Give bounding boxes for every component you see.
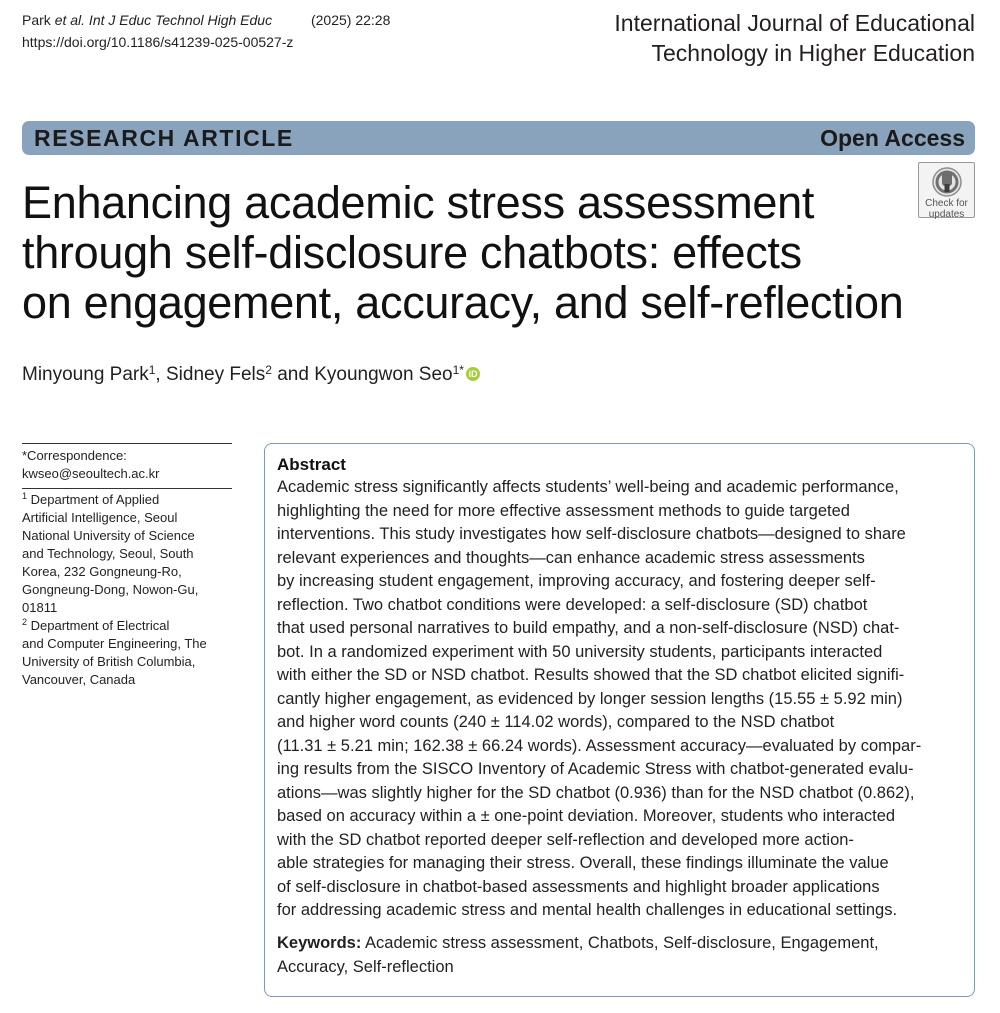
abstract-line: and higher word counts (240 ± 114.02 words), compared to the NSD chatbot xyxy=(277,713,835,731)
citation-line xyxy=(22,9,390,31)
abstract-line: with either the SD or NSD chatbot. Results showed that the SD chatbot elicited signifi- xyxy=(277,666,905,684)
abstract-line: bot. In a randomized experiment with 50 university students, participants interacted xyxy=(277,642,883,661)
affiliation-line: $^2$ Department of Electrical xyxy=(22,617,170,633)
affiliation-sidebar xyxy=(22,443,232,689)
abstract-line: with the SD chatbot reported deeper self-reflection and developed more action- xyxy=(277,830,854,849)
check-for-updates-badge[interactable] xyxy=(918,162,975,218)
abstract-line: interventions. This study investigates how self-disclosure chatbots—designed to share xyxy=(277,525,906,543)
keywords-list: Academic stress assessment, Chatbots, Self-disclosure, Engagement, xyxy=(365,933,879,952)
abstract-line: for addressing academic stress and mental health challenges in educational settings. xyxy=(277,901,898,919)
abstract-line: ing results from the SISCO Inventory of Academic Stress with chatbot-generated evalu- xyxy=(277,760,914,778)
crossmark-icon xyxy=(930,166,964,198)
abstract-line: based on accuracy within a ± one-point deviation. Moreover, students who interacted xyxy=(277,807,896,825)
author-affiliation-mark: 2 xyxy=(265,363,272,377)
keywords-list-cont: Accuracy, Self-reflection xyxy=(277,957,454,976)
check-for-updates-line1: Check for xyxy=(925,198,968,209)
abstract-line: ations—was slightly higher for the SD chatbot (0.936) than for the NSD chatbot (0.862), xyxy=(277,783,915,802)
check-for-updates-line2: updates xyxy=(928,209,965,220)
abstract-line: highlighting the need for more effective assessment methods to guide targeted xyxy=(277,501,850,520)
affiliation-line: National University of Science xyxy=(22,528,195,543)
abstract-line: of self-disclosure in chatbot-based assessments and highlight broader applications xyxy=(277,877,880,896)
title-line2: through self-disclosure chatbots: effects xyxy=(22,227,802,278)
affiliation-line: and Computer Engineering, The xyxy=(22,636,207,651)
affiliation-line: Korea, 232 Gongneung-Ro, xyxy=(22,564,182,579)
keywords-label: Keywords: xyxy=(277,933,362,952)
journal-name-line2: Technology in Higher Education xyxy=(651,40,975,66)
abstract-body xyxy=(277,476,962,923)
correspondence-email[interactable]: kwseo@seoultech.ac.kr xyxy=(22,466,160,481)
abstract-line: (11.31 ± 5.21 min; 162.38 ± 66.24 words). Assessment accuracy—evaluated by compar- xyxy=(277,736,922,755)
abstract-line: Academic stress significantly affects students’ well-being and academic performance, xyxy=(277,478,899,496)
abstract-line: reflection. Two chatbot conditions were developed: a self-disclosure (SD) chatbot xyxy=(277,595,868,614)
open-access-label: Open Access xyxy=(820,124,965,151)
orcid-icon[interactable]: iD xyxy=(466,367,480,381)
article-title xyxy=(22,178,912,328)
citation-year-volume: (2025) 22:28 xyxy=(310,12,391,28)
abstract-box xyxy=(264,443,975,997)
journal-name xyxy=(614,8,975,68)
affiliation-list xyxy=(22,489,232,689)
author-separator: and xyxy=(271,364,315,385)
abstract-line: that used personal narratives to build empathy, and a non-self-disclosure (NSD) chat- xyxy=(277,619,900,637)
title-line1: Enhancing academic stress assessment xyxy=(22,177,815,228)
title-line3: on engagement, accuracy, and self-reflection xyxy=(22,277,904,328)
citation-authors: Park xyxy=(22,12,55,28)
doi-link[interactable]: https://doi.org/10.1186/s41239-025-00527-z xyxy=(22,34,294,50)
abstract-line: by increasing student engagement, improving accuracy, and fostering deeper self- xyxy=(277,572,876,590)
affiliation-line: University of British Columbia, xyxy=(22,654,196,669)
journal-name-line1: International Journal of Educational xyxy=(614,10,975,36)
abstract-heading: Abstract xyxy=(277,455,346,474)
correspondence-label: *Correspondence: xyxy=(22,448,127,463)
keywords xyxy=(277,931,962,979)
article-type-banner xyxy=(22,121,975,155)
author-list xyxy=(22,364,480,386)
affiliation-line: Vancouver, Canada xyxy=(22,672,136,687)
abstract-line: cantly higher engagement, as evidenced by longer session lengths (15.55 ± 5.92 min) xyxy=(277,689,903,708)
affiliation-number: 1 xyxy=(22,491,28,501)
author-name[interactable]: Sidney Fels xyxy=(165,364,266,385)
author-separator: , xyxy=(155,364,166,385)
article-type: RESEARCH ARTICLE xyxy=(34,124,294,151)
abstract-line: able strategies for managing their stress. Overall, these findings illuminate the value xyxy=(277,854,889,872)
author-affiliation-mark: 1 xyxy=(148,363,156,377)
affiliation-line: Artificial Intelligence, Seoul xyxy=(22,510,178,525)
correspondence xyxy=(22,444,232,488)
affiliation-line: $^1$ Department of Applied xyxy=(22,491,160,507)
author-name[interactable]: Kyoungwon Seo xyxy=(314,364,453,385)
citation-header xyxy=(22,9,390,53)
affiliation-line: 01811 xyxy=(22,600,58,615)
affiliation-line: and Technology, Seoul, South xyxy=(22,546,194,561)
affiliation-number: 2 xyxy=(22,617,28,627)
author-affiliation-mark: 1* xyxy=(452,363,464,377)
author-name[interactable]: Minyoung Park xyxy=(22,364,149,385)
citation-journal-abbrev: et al. Int J Educ Technol High Educ xyxy=(54,12,273,28)
affiliation-line: Gongneung-Dong, Nowon-Gu, xyxy=(22,582,199,597)
abstract-line: relevant experiences and thoughts—can enhance academic stress assessments xyxy=(277,548,865,567)
